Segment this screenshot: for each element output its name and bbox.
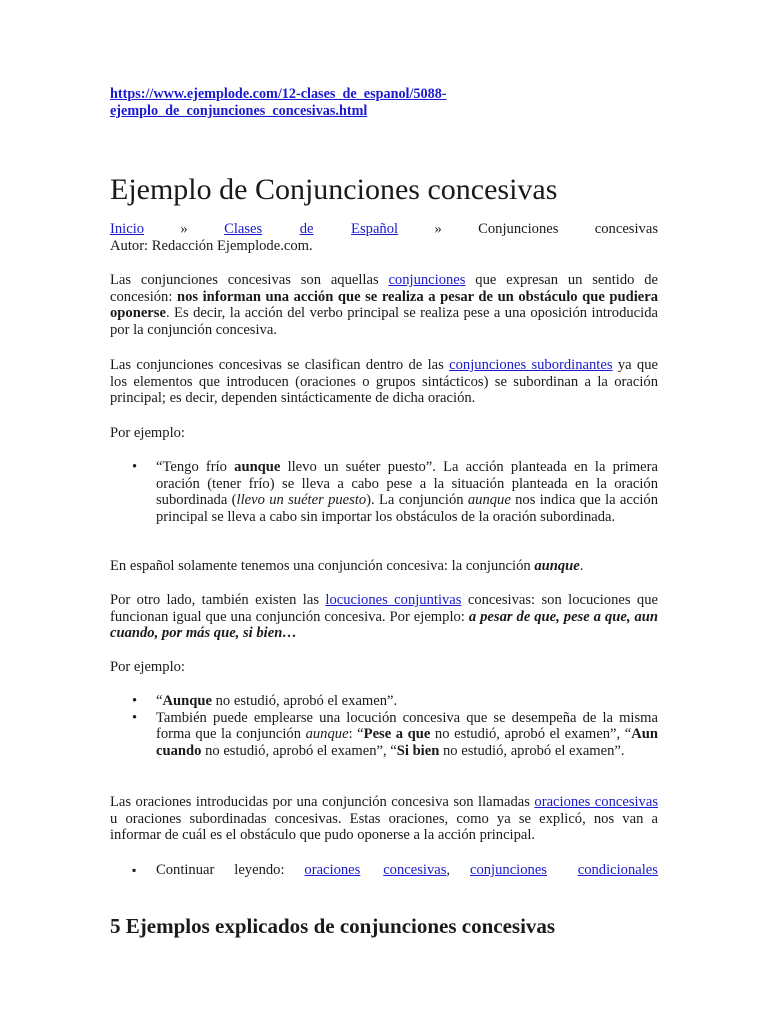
breadcrumb-clases-word: Clases [224, 221, 263, 237]
breadcrumb-clases-link[interactable] [224, 221, 398, 238]
author-line: Autor: Redacción Ejemplode.com. [110, 237, 313, 254]
por-ejemplo-label: Por ejemplo: [110, 659, 185, 675]
list-item: • “Aunque no estudió, aprobó el examen”. [110, 693, 658, 710]
continue-reading-list [110, 862, 658, 879]
classification-paragraph: Las conjunciones concesivas se clasifican dentro de las conjunciones subordinantes ya que los elementos que introducen (oraciones o grupos sintácticos) se subordinan a la oración principal; es decir, dependen sintácticamente de dicha oración. [110, 357, 659, 407]
breadcrumb-separator: » [180, 221, 188, 237]
breadcrumb-clases-word: de [299, 221, 314, 237]
article-content [110, 86, 659, 938]
oraciones-concesivas-link[interactable]: oraciones concesivas [534, 794, 659, 810]
breadcrumb [110, 221, 658, 254]
conjunciones-link[interactable]: conjunciones [388, 272, 466, 288]
breadcrumb-clases-word: Español [351, 221, 399, 237]
breadcrumb-home-link[interactable]: Inicio [110, 221, 145, 237]
section-heading: 5 Ejemplos explicados de conjunciones concesivas [110, 914, 556, 938]
example-list-1 [110, 459, 658, 525]
conjunciones-condicionales-link[interactable]: conjunciones condicionales [469, 862, 658, 878]
continue-label: leyendo: [234, 862, 285, 878]
locuciones-conjuntivas-link[interactable]: locuciones conjuntivas [325, 592, 462, 608]
por-ejemplo-label: Por ejemplo: [110, 425, 185, 441]
breadcrumb-current: concesivas [594, 221, 658, 237]
single-conjunction-paragraph: En español solamente tenemos una conjunción concesiva: la conjunción aunque. [110, 558, 584, 574]
list-item: • “Tengo frío aunque llevo un suéter puesto”. La acción planteada en la primera oración (tener frío) se lleva a cabo pese a la situación planteada en la oración subordinada (llevo un suéter puesto). La conjunción aunque nos indica que la acción principal se lleva a cabo sin importar los obstáculos de la oración subordinada. [110, 459, 658, 525]
source-url-link[interactable] [110, 86, 658, 119]
continue-reading-item: ▪ Continuar leyendo: oraciones concesivas , conjunciones condicionales [110, 862, 658, 879]
breadcrumb-separator: » [434, 221, 442, 237]
conjunciones-subordinantes-link[interactable]: conjunciones subordinantes [449, 357, 613, 373]
source-url-line1: https://www.ejemplode.com/12-clases_de_espanol/5088- [110, 86, 447, 102]
breadcrumb-current: Conjunciones [478, 221, 559, 237]
intro-paragraph: Las conjunciones concesivas son aquellas conjunciones que expresan un sentido de concesión: nos informan una acción que se realiza a pesar de un obstáculo que pudiera oponerse. Es decir, la acción del verbo principal se realiza pese a una oposición introducida por la conjunción concesiva. [110, 272, 658, 338]
page-title: Ejemplo de Conjunciones concesivas [110, 173, 558, 206]
oraciones-concesivas-paragraph: Las oraciones introducidas por una conjunción concesiva son llamadas oraciones concesivas u oraciones subordinadas concesivas. Estas oraciones, como ya se explicó, nos van a informar de cuál es el obstáculo que pudo oponerse a la acción principal. [110, 794, 659, 844]
continue-label: ▪ Continuar [156, 862, 215, 878]
source-url-line2: ejemplo_de_conjunciones_concesivas.html [110, 102, 368, 119]
list-item: • También puede emplearse una locución concesiva que se desempeña de la misma forma que la conjunción aunque: “Pese a que no estudió, aprobó el examen”, “Aun cuando no estudió, aprobó el examen”, “Si bien no estudió, aprobó el examen”. [110, 710, 658, 760]
example-list-2 [110, 693, 658, 759]
oraciones-concesivas-related-link[interactable]: oraciones concesivas [304, 862, 447, 878]
locuciones-paragraph: Por otro lado, también existen las locuciones conjuntivas concesivas: son locuciones que funcionan igual que una conjunción concesiva. Por ejemplo: a pesar de que, pese a que, aun cuando, por más que, si bien… [110, 592, 658, 642]
